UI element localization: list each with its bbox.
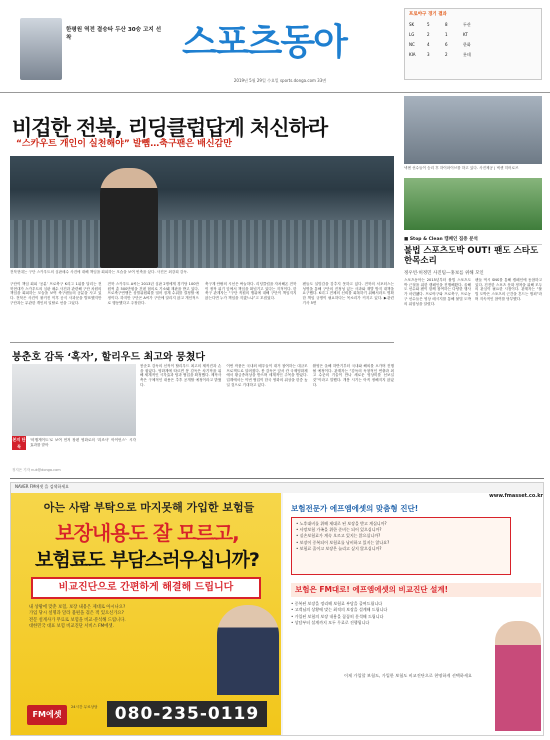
issue-date-line: 2019년 5월 29일 수요일 sports.donga.com 33면 (233, 78, 327, 83)
article-column: 축구계 안팎의 시선은 싸늘하다. 리딩클럽을 자처해온 전북이 정작 위기 앞에서 책임을 떠넘기고 있다는 지적이다. 한 축구 관계자는 “구단 직원의 행위에 대해 구단이 책임지지 않는다면 누가 책임을 지겠느냐”고 꼬집었다. (205, 282, 297, 301)
article2-body (140, 364, 394, 464)
article-body (10, 282, 394, 336)
ad-search-bar: NAVER FM에셋 을 검색하세요 (15, 484, 69, 489)
article2-headline[interactable]: 붕춘호 감독 ‘혹자’, 할리우드 최고와 뭉쳤다 (12, 352, 206, 363)
article-column: 구단이 책임 회피 ‘공분’ 프로축구 K리그 1위를 달리는 전북현대가 스카우트의 심판 매수 사건과 관련해 구단 차원의 책임을 회피하는 모습을 보여 축구팬들의 공분을 사고 있다. 전북은 사건이 불거진 이후 공식 사과문을 발표했지만 구단과는 무관한 개인의 일탈로 선을 그었다. (10, 282, 102, 305)
photo-background (10, 220, 394, 268)
ad-headline-red: 보장내용도 잘 모르고, (55, 521, 239, 545)
score-row: NC 4 6 한화 (409, 42, 471, 47)
ad-right-panel (283, 493, 544, 736)
brand-logo: FM에셋 (27, 705, 67, 725)
score-row: SK 5 8 두산 (409, 22, 471, 27)
main-subhead: “스카우트 개인이 실천해야” 발뺌…축구팬은 배신감만 (16, 139, 232, 149)
sidebar-photo (404, 96, 542, 164)
sidebar-body (404, 278, 542, 398)
byline: 정지은 기자 nuk@donga.com (12, 468, 61, 472)
ad-cta-box[interactable]: 비교진단으로 간편하게 해결해 드립니다 (31, 577, 261, 599)
article-column: 전북 스카우트 A씨는 2013년 심판 2명에게 경기당 100만원씩 총 500만원을 건넨 혐의로 기소돼 재판을 받고 있다. 프로축구연맹은 상벌위원회를 열어 징계 수위를 결정할 예정이다. 하지만 구단은 A씨가 구단에 알리지 않고 개인적으로 행동했다고 주장한다. (107, 282, 199, 305)
newspaper-logo[interactable]: 스포츠동아 (182, 22, 346, 63)
ad-body-text: 내 상황에 맞춘 보험, 보장 내용은 제대로 아시나요? 가입 당시 설명과 달라 불편을 겪은 적 있으신가요? 전문 설계사가 무료로 보험을 비교·분석해 드립니다. 대한민국 대표 보험 비교진단 서비스 FM에셋. (29, 605, 126, 630)
article-column: 팬들도 실망감을 감추지 못하고 있다. 전북의 서포터스는 성명을 통해 구단의 진정성 있는 사과와 재발 방지 대책을 요구했다. K리그 전체의 신뢰를 회복하기 위해서라도 명확한 책임 규명이 필요하다는 목소리가 커지고 있다. ▶관련기사 5면 (302, 282, 394, 305)
score-row: LG 2 1 KT (409, 32, 468, 37)
article2-photo (12, 364, 136, 436)
ad-right-heading: 보험전문가 에프엠에셋의 맞춤형 진단! (291, 504, 419, 513)
ad-left-panel (11, 493, 281, 736)
divider (10, 478, 544, 479)
sidebar-photo-stadium (404, 178, 542, 230)
promo-title: 한평원 역전 결승타 두산 30승 고지 선착 (66, 27, 162, 41)
exclusive-badge: 본지 단독 (12, 437, 26, 449)
brand-subtitle: 24시간 무료상담 (71, 705, 98, 709)
ad-spokesperson-photo (217, 605, 279, 695)
divider (0, 92, 550, 93)
score-row: KIA 3 2 롯데 (409, 52, 471, 57)
main-photo (10, 156, 394, 268)
ad-model-photo (495, 621, 541, 731)
main-headline[interactable]: 비겁한 전북, 리딩클럽답게 처신하라 (12, 116, 328, 140)
sidebar-column: 팬들 역시 SNS를 통해 캠페인에 동참하고 있다. 건전한 스포츠 문화 정착을 위해 모두의 관심이 필요한 시점이다. 관계자는 “불법 도박은 스포츠의 근간을 흔드는 범죄”라며 지속적인 참여를 당부했다. (475, 278, 543, 301)
sidebar-headline[interactable]: 불법 스포츠도박 OUT! 팬도 스타도 한목소리 (404, 246, 539, 266)
article2-lead: ‘비행게이트’로 보여 먼저 장편 영화로의 ‘괴조사’ 아이언스’· 시각 효과를 맡아 (30, 438, 136, 447)
masthead (0, 0, 550, 90)
article-column: 이번 작품은 국내외 배우들이 대거 참여하는 대규모 프로젝트로 알려졌다. 봉 감독은 앞서 칸 국제영화제에서 황금종려상을 받으며 세계적인 주목을 받았다. 업계에서는 이번 협업이 한국 영화의 위상을 한층 높일 것으로 기대하고 있다. (226, 364, 308, 387)
sidebar-section-tag: ■ Stop & Clean 캠페인 집중 분석 (404, 236, 542, 245)
ad-tagline: 아는 사람 부탁으로 마지못해 가입한 보험들 (43, 501, 255, 514)
insurance-advertisement[interactable] (10, 482, 544, 736)
ad-phone-number[interactable]: 080-235-0119 (107, 701, 267, 727)
photo-caption: 전북현대는 구단 스카우트의 심판매수 사건에 대해 책임을 회피하는 모습을 보여 빈축을 샀다. 사진은 최강희 감독. (10, 270, 188, 274)
ad-website-link[interactable]: www.fmasset.co.kr (489, 493, 543, 499)
ad-right-subheading: 보험은 FM대로! 에프엠에셋의 비교진단 설계! (291, 583, 541, 597)
scoreboard-title: 프로야구 경기 결과 (409, 12, 447, 17)
ad-footer-text: 이제 가입할 보험도, 가입한 보험도 비교진단으로 현명하게 선택하세요 (344, 673, 472, 678)
divider (10, 342, 394, 343)
ad-checklist-box: • 노후대비를 위해 제대로 된 보장을 받고 계십니까? • 사망보험 가족을 위한 준비는 되어 있으십니까? • 실손보험료가 계속 오르고 있지는 않으십니까? • 보장이 중복되어 보험료를 낭비하고 있지는 않나요? • 보험료 줄이고 보장은 늘리고 싶지 않으십니까? (291, 517, 511, 575)
sidebar-subhead: 정우빈·허정민 사진팀—홍보를 위해 모인 (404, 271, 484, 276)
photo-subject (100, 168, 158, 268)
player-photo (20, 18, 62, 80)
sidebar-column: 스포츠동아는 2015년부터 불법 스포츠도박 근절을 위한 캠페인을 진행해왔다. 올해도 선수와 팬이 함께 참여하는 다양한 행사가 마련됐다. 프로야구와 프로축구, 프로농구 선수들은 영상 메시지를 통해 불법 도박의 위험성을 알렸다. (404, 278, 471, 306)
promo-box[interactable] (10, 10, 160, 82)
ad-headline-black: 보험료도 부담스러우십니까? (35, 549, 259, 571)
baseball-scoreboard (404, 8, 542, 80)
article-column: 촬영은 올해 하반기부터 국내와 해외를 오가며 진행될 예정이다. 관계자는 “감독의 독창적인 연출과 최고 수준의 기술이 만나 새로운 영상미를 선보일 것”이라고 말했다. 개봉 시기는 아직 정해지지 않았다. (312, 364, 394, 387)
article-column: 봉준호 감독의 신작이 할리우드 최고의 제작진과 손을 잡았다. 영화계에 따르면 봉 감독은 차기작을 위해 세계적인 시각효과 팀과 협업을 확정했다. 제작사 측은 구체적인 내용은 추후 공개할 예정이라고 밝혔다. (140, 364, 222, 387)
sidebar-photo-caption: 넥센 선수들이 승리 후 하이파이브를 하고 있다. 사진제공 | 넥센 히어로즈 (404, 166, 519, 170)
ad-benefits-list: • 중복된 보장을 정리해 보험료 부담을 줄여드립니다 • 고객님의 상황에 맞는 최적의 보장을 설계해 드립니다 • 가입된 보험의 보장 내용을 꼼꼼히 분석해 드립니다 • 상담부터 설계까지 모두 무료로 진행됩니다 (291, 601, 388, 625)
